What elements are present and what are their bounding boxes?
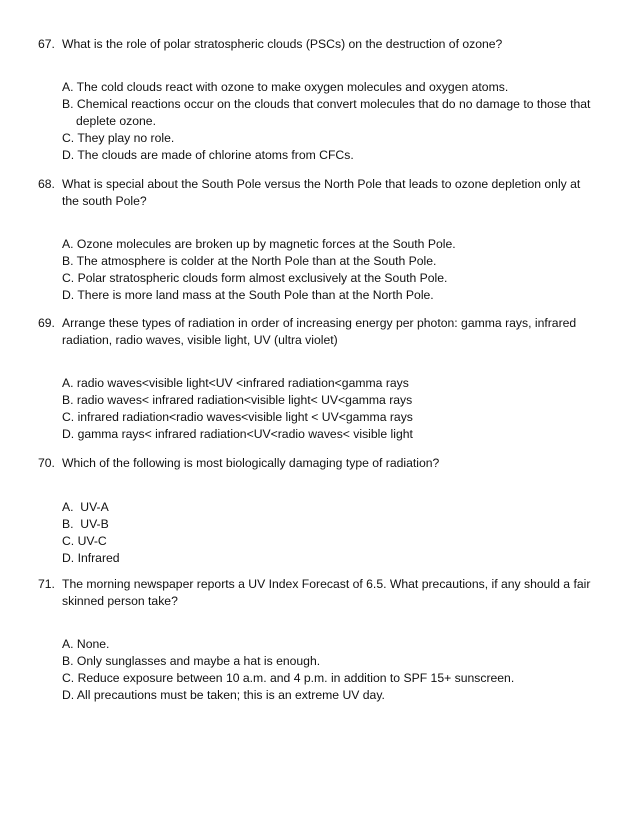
option-b: B. Chemical reactions occur on the clouds that convert molecules that do no damage to those that deplete ozone. — [62, 97, 591, 128]
question-text: What is the role of polar stratospheric clouds (PSCs) on the destruction of ozone? — [62, 37, 503, 51]
question-text: Arrange these types of radiation in order of increasing energy per photon: gamma rays, infrared radiation, radio waves, visible light, UV (ultra violet) — [62, 316, 577, 347]
answer-options — [62, 375, 598, 443]
option-d: D. There is more land mass at the South Pole than at the North Pole. — [62, 288, 434, 302]
option-c: C. infrared radiation<radio waves<visible light < UV<gamma rays — [62, 410, 413, 424]
option-c: C. UV-C — [62, 534, 107, 548]
answer-options — [62, 236, 598, 304]
option-d: D. gamma rays< infrared radiation<UV<radio waves< visible light — [62, 427, 413, 441]
option-a: A. radio waves<visible light<UV <infrared radiation<gamma rays — [62, 376, 409, 390]
question-stem — [38, 455, 598, 472]
answer-options — [62, 636, 598, 704]
question-number: 68. — [38, 177, 55, 191]
option-a: A. None. — [62, 637, 110, 651]
option-b: B. Only sunglasses and maybe a hat is enough. — [62, 654, 321, 668]
option-b: B. The atmosphere is colder at the North Pole than at the South Pole. — [62, 254, 437, 268]
question-67 — [38, 36, 598, 164]
option-d: D. The clouds are made of chlorine atoms from CFCs. — [62, 148, 354, 162]
option-a: A. The cold clouds react with ozone to make oxygen molecules and oxygen atoms. — [62, 80, 509, 94]
answer-options — [62, 79, 598, 164]
question-69 — [38, 315, 598, 443]
question-number: 67. — [38, 37, 55, 51]
option-a: A. Ozone molecules are broken up by magnetic forces at the South Pole. — [62, 237, 456, 251]
question-stem — [38, 315, 598, 349]
question-stem — [38, 176, 598, 210]
option-d: D. All precautions must be taken; this is an extreme UV day. — [62, 688, 385, 702]
question-70 — [38, 455, 598, 567]
option-b: B. UV-B — [62, 517, 109, 531]
question-text: The morning newspaper reports a UV Index Forecast of 6.5. What precautions, if any should a fair skinned person take? — [62, 577, 591, 608]
option-a: A. UV-A — [62, 500, 109, 514]
question-text: Which of the following is most biologically damaging type of radiation? — [62, 456, 440, 470]
question-number: 69. — [38, 316, 55, 330]
option-b: B. radio waves< infrared radiation<visible light< UV<gamma rays — [62, 393, 413, 407]
question-71 — [38, 576, 598, 704]
question-number: 71. — [38, 577, 55, 591]
question-text: What is special about the South Pole versus the North Pole that leads to ozone depletion only at the south Pole? — [62, 177, 581, 208]
option-c: C. Polar stratospheric clouds form almost exclusively at the South Pole. — [62, 271, 448, 285]
option-c: C. They play no role. — [62, 131, 175, 145]
question-number: 70. — [38, 456, 55, 470]
question-stem — [38, 576, 598, 610]
question-stem — [38, 36, 598, 53]
question-68 — [38, 176, 598, 304]
answer-options — [62, 499, 598, 567]
option-c: C. Reduce exposure between 10 a.m. and 4 p.m. in addition to SPF 15+ sunscreen. — [62, 671, 515, 685]
option-d: D. Infrared — [62, 551, 120, 565]
